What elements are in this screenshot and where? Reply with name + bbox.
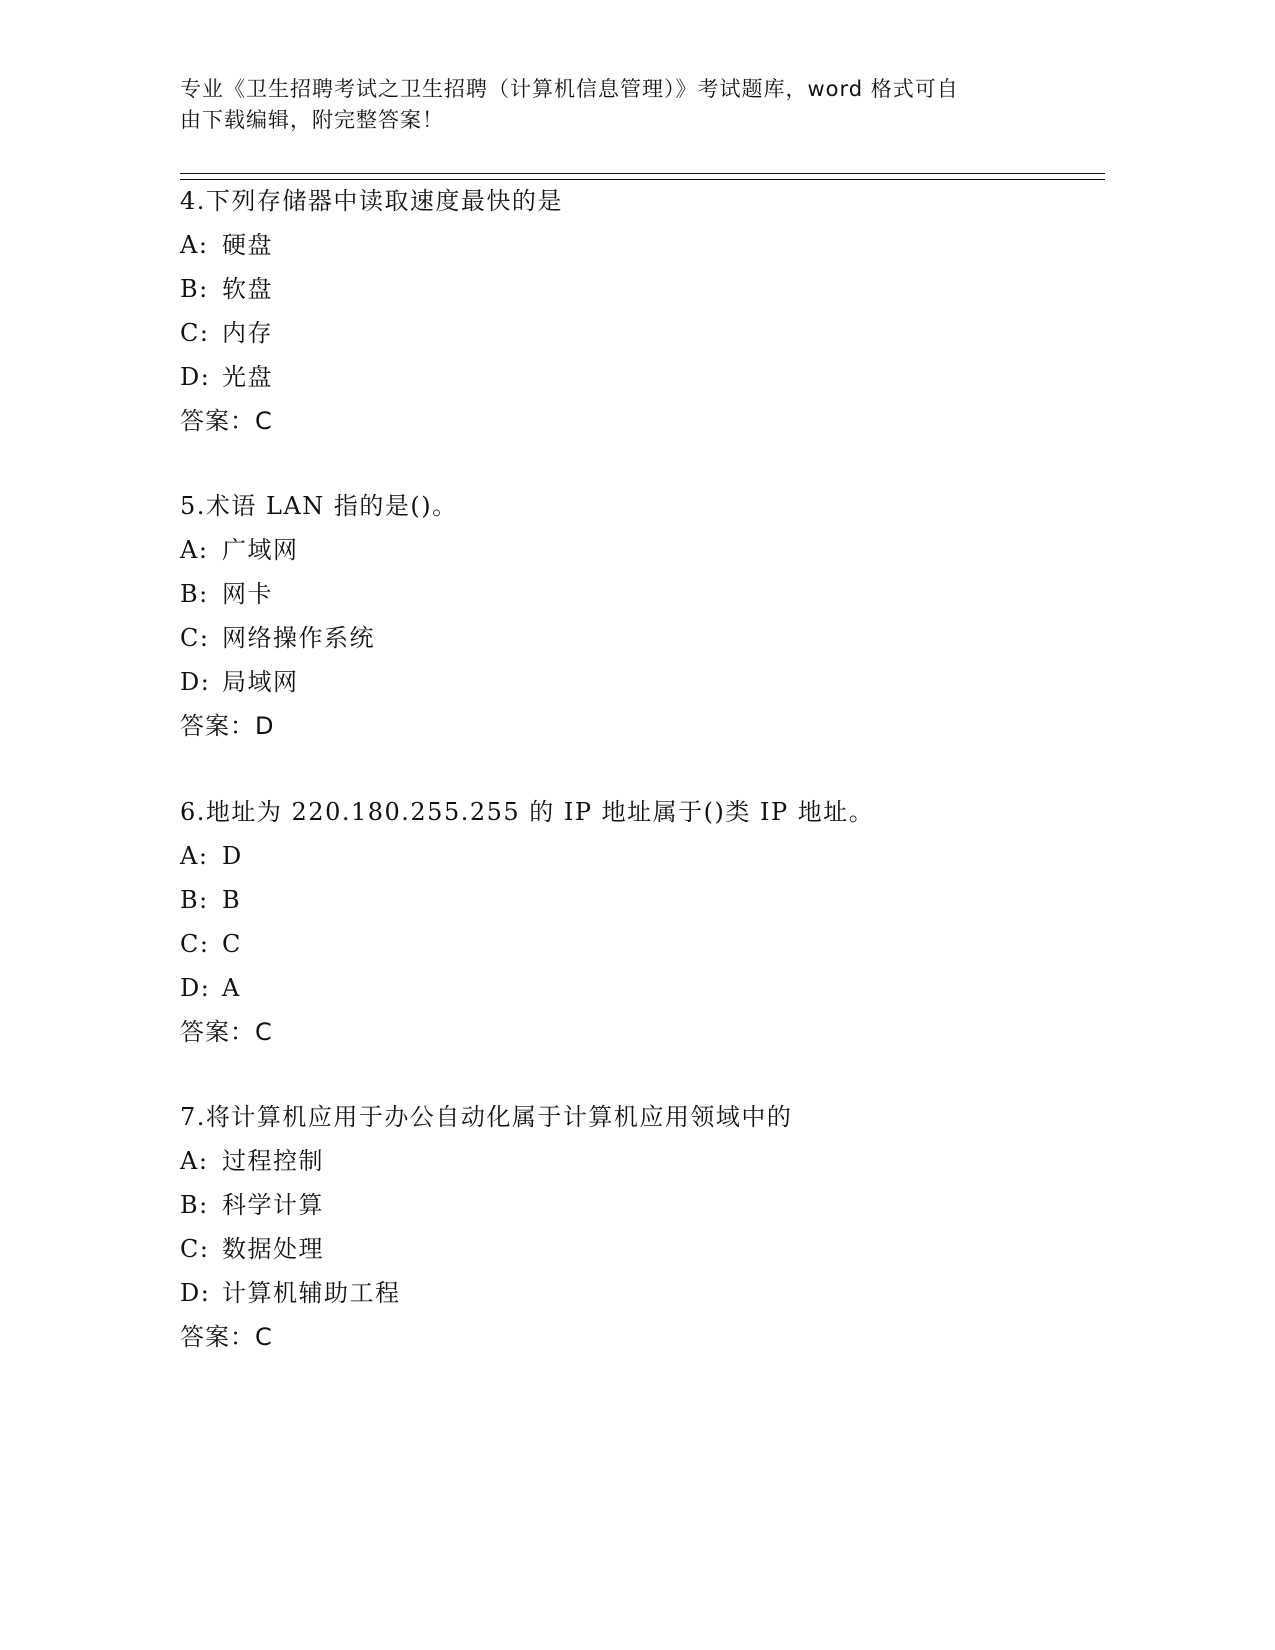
option-c [180,318,1100,362]
option-text: 光盘 [222,363,273,391]
option-text: 局域网 [222,668,299,696]
option-text: C [222,930,242,958]
option-b [180,274,1100,318]
option-a [180,535,1100,579]
option-text: 硬盘 [222,231,273,259]
option-a [180,230,1100,274]
option-d [180,667,1100,711]
question-6 [180,797,1100,1061]
option-b [180,885,1100,929]
option-text: 内存 [222,319,273,347]
option-b [180,579,1100,623]
answer-line: 答案：D [180,712,275,740]
option-key: C: [180,624,210,652]
option-d [180,973,1100,1017]
question-title: 4.下列存储器中读取速度最快的是 [180,187,563,215]
header-line-2: 由下载编辑，附完整答案！ [180,108,444,132]
answer-line: 答案：C [180,1323,273,1351]
option-text: 网卡 [222,580,273,608]
option-key: B: [180,580,209,608]
option-key: A: [180,536,209,564]
option-text: 网络操作系统 [222,624,375,652]
option-c [180,1234,1100,1278]
answer-line: 答案：C [180,407,273,435]
option-a [180,1146,1100,1190]
option-text: A [222,974,241,1002]
option-text: 数据处理 [222,1235,324,1263]
option-key: D: [180,363,211,391]
option-key: C: [180,930,210,958]
answer-line: 答案：C [180,1018,273,1046]
question-title: 7.将计算机应用于办公自动化属于计算机应用领域中的 [180,1103,793,1131]
option-key: B: [180,886,209,914]
question-title: 6.地址为 220.180.255.255 的 IP 地址属于()类 IP 地址。 [180,798,875,826]
header-divider-top [180,173,1105,174]
option-text: 科学计算 [222,1191,324,1219]
option-key: B: [180,1191,209,1219]
option-text: 计算机辅助工程 [222,1279,401,1307]
option-key: A: [180,231,209,259]
option-text: 广域网 [222,536,299,564]
question-4 [180,186,1100,450]
question-5 [180,491,1100,755]
option-key: D: [180,668,211,696]
option-key: C: [180,319,210,347]
option-key: A: [180,842,209,870]
option-a [180,841,1100,885]
option-key: A: [180,1147,209,1175]
option-key: D: [180,1279,211,1307]
option-b [180,1190,1100,1234]
option-c [180,929,1100,973]
option-text: B [222,886,242,914]
option-key: B: [180,275,209,303]
question-7 [180,1102,1100,1366]
document-header [180,74,1060,136]
option-d [180,1278,1100,1322]
header-line-1: 专业《卫生招聘考试之卫生招聘（计算机信息管理）》考试题库，word 格式可自 [180,77,959,101]
header-divider-bottom [180,179,1105,180]
option-text: D [222,842,243,870]
option-d [180,362,1100,406]
option-c [180,623,1100,667]
option-text: 软盘 [222,275,273,303]
option-key: D: [180,974,211,1002]
option-key: C: [180,1235,210,1263]
question-title: 5.术语 LAN 指的是()。 [180,492,458,520]
option-text: 过程控制 [222,1147,324,1175]
